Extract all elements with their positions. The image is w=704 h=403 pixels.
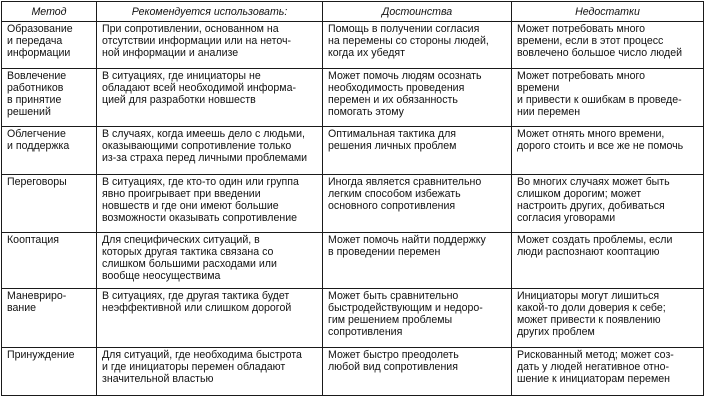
- cell-method: Переговоры: [2, 175, 97, 233]
- cell-advantages: Может помочь людям осознать необходимость проведения перемен и их обязанность помогать этому: [323, 69, 512, 127]
- cell-method: Кооптация: [2, 233, 97, 289]
- cell-recommended: Для ситуаций, где необходима быстрота и где инициаторы перемен обладают значительной властью: [97, 348, 323, 396]
- cell-advantages: Может помочь найти поддержку в проведении перемен: [323, 233, 512, 289]
- cell-disadvantages: Может потребовать много времени, если в этот процесс вовлечено большое число людей: [512, 22, 704, 69]
- table-row: [2, 69, 704, 127]
- cell-advantages: Может быть сравнительно быстродействующим и недорo- гим решением проблемы сопротивления: [323, 289, 512, 348]
- cell-recommended: В ситуациях, где другая тактика будет неэффективной или слишком дорогой: [97, 289, 323, 348]
- cell-disadvantages: Рискованный метод; может соз- дать у людей негативное отно- шение к инициаторам перемен: [512, 348, 704, 396]
- table-row: [2, 348, 704, 396]
- cell-disadvantages: Инициаторы могут лишиться какой-то доли доверия к себе; может привести к появлению других проблем: [512, 289, 704, 348]
- header-method: Метод: [2, 2, 97, 22]
- table-row: [2, 127, 704, 175]
- header-recommended: Рекомендуется использовать:: [97, 2, 323, 22]
- change-resistance-methods-table: [1, 1, 704, 396]
- cell-advantages: Оптимальная тактика для решения личных проблем: [323, 127, 512, 175]
- cell-method: Маневриро- вание: [2, 289, 97, 348]
- table-row: [2, 233, 704, 289]
- cell-advantages: Помощь в получении согласия на перемены со стороны людей, когда их убедят: [323, 22, 512, 69]
- cell-advantages: Может быстро преодолеть любой вид сопротивления: [323, 348, 512, 396]
- cell-recommended: В ситуациях, где кто-то один или группа явно проигрывает при введении новшеств и где они имеют большие возможности оказывать сопротивление: [97, 175, 323, 233]
- table-row: [2, 175, 704, 233]
- table-row: [2, 289, 704, 348]
- cell-disadvantages: Может потребовать много времени и привести к ошибкам в проведе- нии перемен: [512, 69, 704, 127]
- cell-method: Образование и передача информации: [2, 22, 97, 69]
- cell-recommended: В случаях, когда имеешь дело с людьми, оказывающими сопротивление только из-за страха перед личными проблемами: [97, 127, 323, 175]
- header-row: [2, 2, 704, 22]
- cell-recommended: Для специфических ситуаций, в которых другая тактика связана со слишком большими расходами или вообще неосуществима: [97, 233, 323, 289]
- cell-advantages: Иногда является сравнительно легким способом избежать основного сопротивления: [323, 175, 512, 233]
- cell-disadvantages: Во многих случаях может быть слишком дорогим; может настроить других, добиваться согласия уговорами: [512, 175, 704, 233]
- cell-recommended: При сопротивлении, основанном на отсутствии информации или на неточ- ной информации и анализе: [97, 22, 323, 69]
- cell-method: Принуждение: [2, 348, 97, 396]
- cell-recommended: В ситуациях, где инициаторы не обладают всей необходимой информа- цией для разработки новшеств: [97, 69, 323, 127]
- cell-method: Вовлечение работников в принятие решений: [2, 69, 97, 127]
- cell-disadvantages: Может отнять много времени, дорого стоить и все же не помочь: [512, 127, 704, 175]
- table-row: [2, 22, 704, 69]
- cell-disadvantages: Может создать проблемы, если люди распознают кооптацию: [512, 233, 704, 289]
- header-disadvantages: Недостатки: [512, 2, 704, 22]
- cell-method: Облегчение и поддержка: [2, 127, 97, 175]
- header-advantages: Достоинства: [323, 2, 512, 22]
